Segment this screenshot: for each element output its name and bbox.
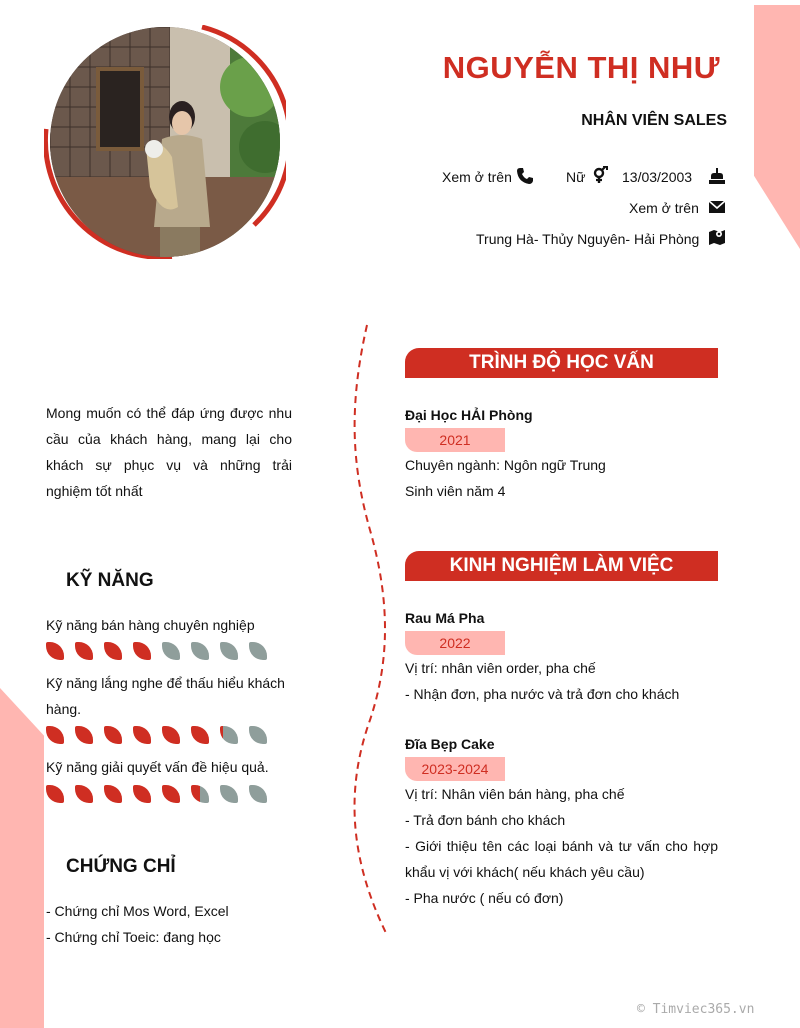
rating-leaf: [220, 642, 238, 660]
skill-label: Kỹ năng lắng nghe để thấu hiểu khách hàng.: [46, 675, 285, 717]
job-detail: Vị trí: Nhân viên bán hàng, pha chế: [405, 786, 625, 802]
education-detail: Chuyên ngành: Ngôn ngữ Trung: [405, 457, 606, 473]
rating-leaf: [46, 785, 64, 803]
job-detail: - Pha nước ( nếu có đơn): [405, 890, 564, 906]
rating-leaf: [46, 726, 64, 744]
rating-leaf: [104, 726, 122, 744]
rating-leaf: [133, 642, 151, 660]
rating-leaf: [162, 642, 180, 660]
skill-rating: [46, 642, 267, 660]
address-value: Trung Hà- Thủy Nguyên- Hải Phòng: [476, 231, 700, 247]
job-year-badge: 2022: [405, 631, 505, 655]
rating-leaf: [220, 785, 238, 803]
decor-shape-top-right: [754, 5, 800, 249]
education-year-badge: 2021: [405, 428, 505, 452]
career-objective: Mong muốn có thể đáp ứng được nhu cầu của khách hàng, mang lại cho khách sự phục vụ và những trải nghiệm tốt nhất: [46, 405, 292, 499]
gender-value: Nữ: [566, 169, 586, 185]
experience-heading: KINH NGHIỆM LÀM VIỆC: [405, 551, 718, 581]
rating-leaf: [220, 726, 238, 744]
rating-leaf: [75, 642, 93, 660]
job-detail: - Trả đơn bánh cho khách: [405, 812, 566, 828]
rating-leaf: [191, 642, 209, 660]
skill-rating: [46, 726, 267, 744]
avatar-frame: [44, 25, 286, 259]
job-detail: - Giới thiệu tên các loại bánh và tư vấn cho hợp khẩu vị với khách( nếu khách yêu cầu): [405, 838, 718, 880]
skill-label: Kỹ năng giải quyết vấn đề hiệu quả.: [46, 759, 269, 775]
phone-icon: [516, 167, 534, 185]
rating-leaf: [249, 785, 267, 803]
rating-leaf: [249, 642, 267, 660]
candidate-name: NGUYỄN THỊ NHƯ: [442, 50, 720, 85]
rating-leaf: [104, 785, 122, 803]
dashed-divider: [340, 320, 400, 940]
certificate-item: - Chứng chỉ Mos Word, Excel: [46, 903, 229, 919]
rating-leaf: [133, 726, 151, 744]
rating-leaf: [249, 726, 267, 744]
school-name: Đại Học HẢI Phòng: [405, 407, 533, 423]
rating-leaf: [162, 785, 180, 803]
birthday-cake-icon: [708, 167, 726, 185]
skill-rating: [46, 785, 267, 803]
rating-leaf: [46, 642, 64, 660]
gender-icon: [591, 166, 609, 184]
email-value: Xem ở trên: [629, 200, 699, 216]
skill-label: Kỹ năng bán hàng chuyên nghiệp: [46, 617, 255, 633]
job-detail: - Nhận đơn, pha nước và trả đơn cho khách: [405, 686, 680, 702]
education-heading: TRÌNH ĐỘ HỌC VẤN: [405, 348, 718, 378]
company-name: Đĩa Bẹp Cake: [405, 736, 495, 752]
birthday-value: 13/03/2003: [622, 169, 693, 185]
email-icon: [708, 198, 726, 216]
certificates-title: CHỨNG CHỈ: [66, 856, 176, 877]
footer-watermark: © Timviec365.vn: [637, 1002, 755, 1017]
job-year-badge: 2023-2024: [405, 757, 505, 781]
company-name: Rau Má Pha: [405, 610, 485, 626]
job-title: NHÂN VIÊN SALES: [581, 112, 727, 129]
job-detail: Vị trí: nhân viên order, pha chế: [405, 660, 596, 676]
skills-title: KỸ NĂNG: [66, 570, 154, 591]
decor-shape-bottom-left: [0, 688, 44, 1028]
map-icon: [708, 228, 726, 246]
education-detail: Sinh viên năm 4: [405, 483, 506, 499]
avatar: [50, 27, 280, 257]
phone-value: Xem ở trên: [442, 169, 512, 185]
rating-leaf: [133, 785, 151, 803]
certificate-item: - Chứng chỉ Toeic: đang học: [46, 929, 221, 945]
rating-leaf: [162, 726, 180, 744]
rating-leaf: [191, 726, 209, 744]
rating-leaf: [75, 726, 93, 744]
rating-leaf: [104, 642, 122, 660]
rating-leaf: [75, 785, 93, 803]
rating-leaf: [191, 785, 209, 803]
